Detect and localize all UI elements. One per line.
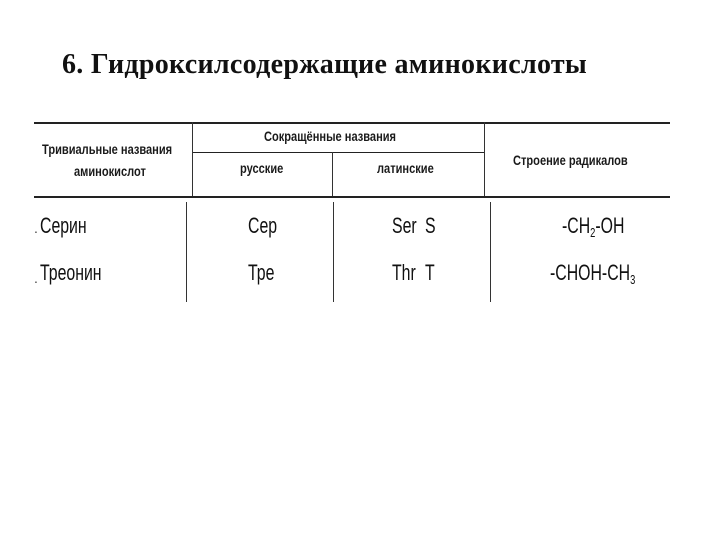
row-2-ru: Тре bbox=[248, 260, 275, 285]
row-1-ru: Сер bbox=[248, 213, 278, 238]
row-1-lat1: S bbox=[425, 213, 436, 238]
body-divider-2 bbox=[333, 202, 334, 302]
body-divider-1 bbox=[186, 202, 187, 302]
row-2-lat3: Thr bbox=[392, 260, 416, 285]
body-divider-3 bbox=[490, 202, 491, 302]
header-bottom-rule bbox=[34, 196, 670, 198]
header-trivial-line1: Тривиальные названия bbox=[42, 142, 173, 157]
header-russian: русские bbox=[240, 161, 284, 176]
slide-title: 6. Гидроксилсодержащие аминокислоты bbox=[62, 49, 588, 80]
row-1-lat3: Ser bbox=[392, 213, 417, 238]
row-1-radical: $-CH_2-OH$ bbox=[562, 213, 625, 240]
header-trivial-line2: аминокислот bbox=[74, 164, 146, 179]
header-abbrev: Сокращённые названия bbox=[264, 129, 397, 144]
header-radical: Строение радикалов bbox=[513, 153, 628, 168]
amino-acid-table bbox=[34, 120, 670, 310]
header-latin: латинские bbox=[377, 161, 434, 176]
header-divider-3 bbox=[484, 122, 485, 196]
row-2-radical: $-CHOH-CH_3$ bbox=[550, 260, 636, 287]
header-divider-2 bbox=[332, 152, 333, 196]
row-2-name: Треонин bbox=[40, 260, 102, 285]
row-1-name: Серин bbox=[40, 213, 87, 238]
row-2-lat1: T bbox=[425, 260, 435, 285]
row-marker: . bbox=[34, 220, 38, 236]
header-divider-1 bbox=[192, 122, 193, 196]
row-marker: . bbox=[34, 270, 38, 286]
table-top-rule bbox=[34, 122, 670, 124]
header-sub-rule bbox=[192, 152, 484, 153]
